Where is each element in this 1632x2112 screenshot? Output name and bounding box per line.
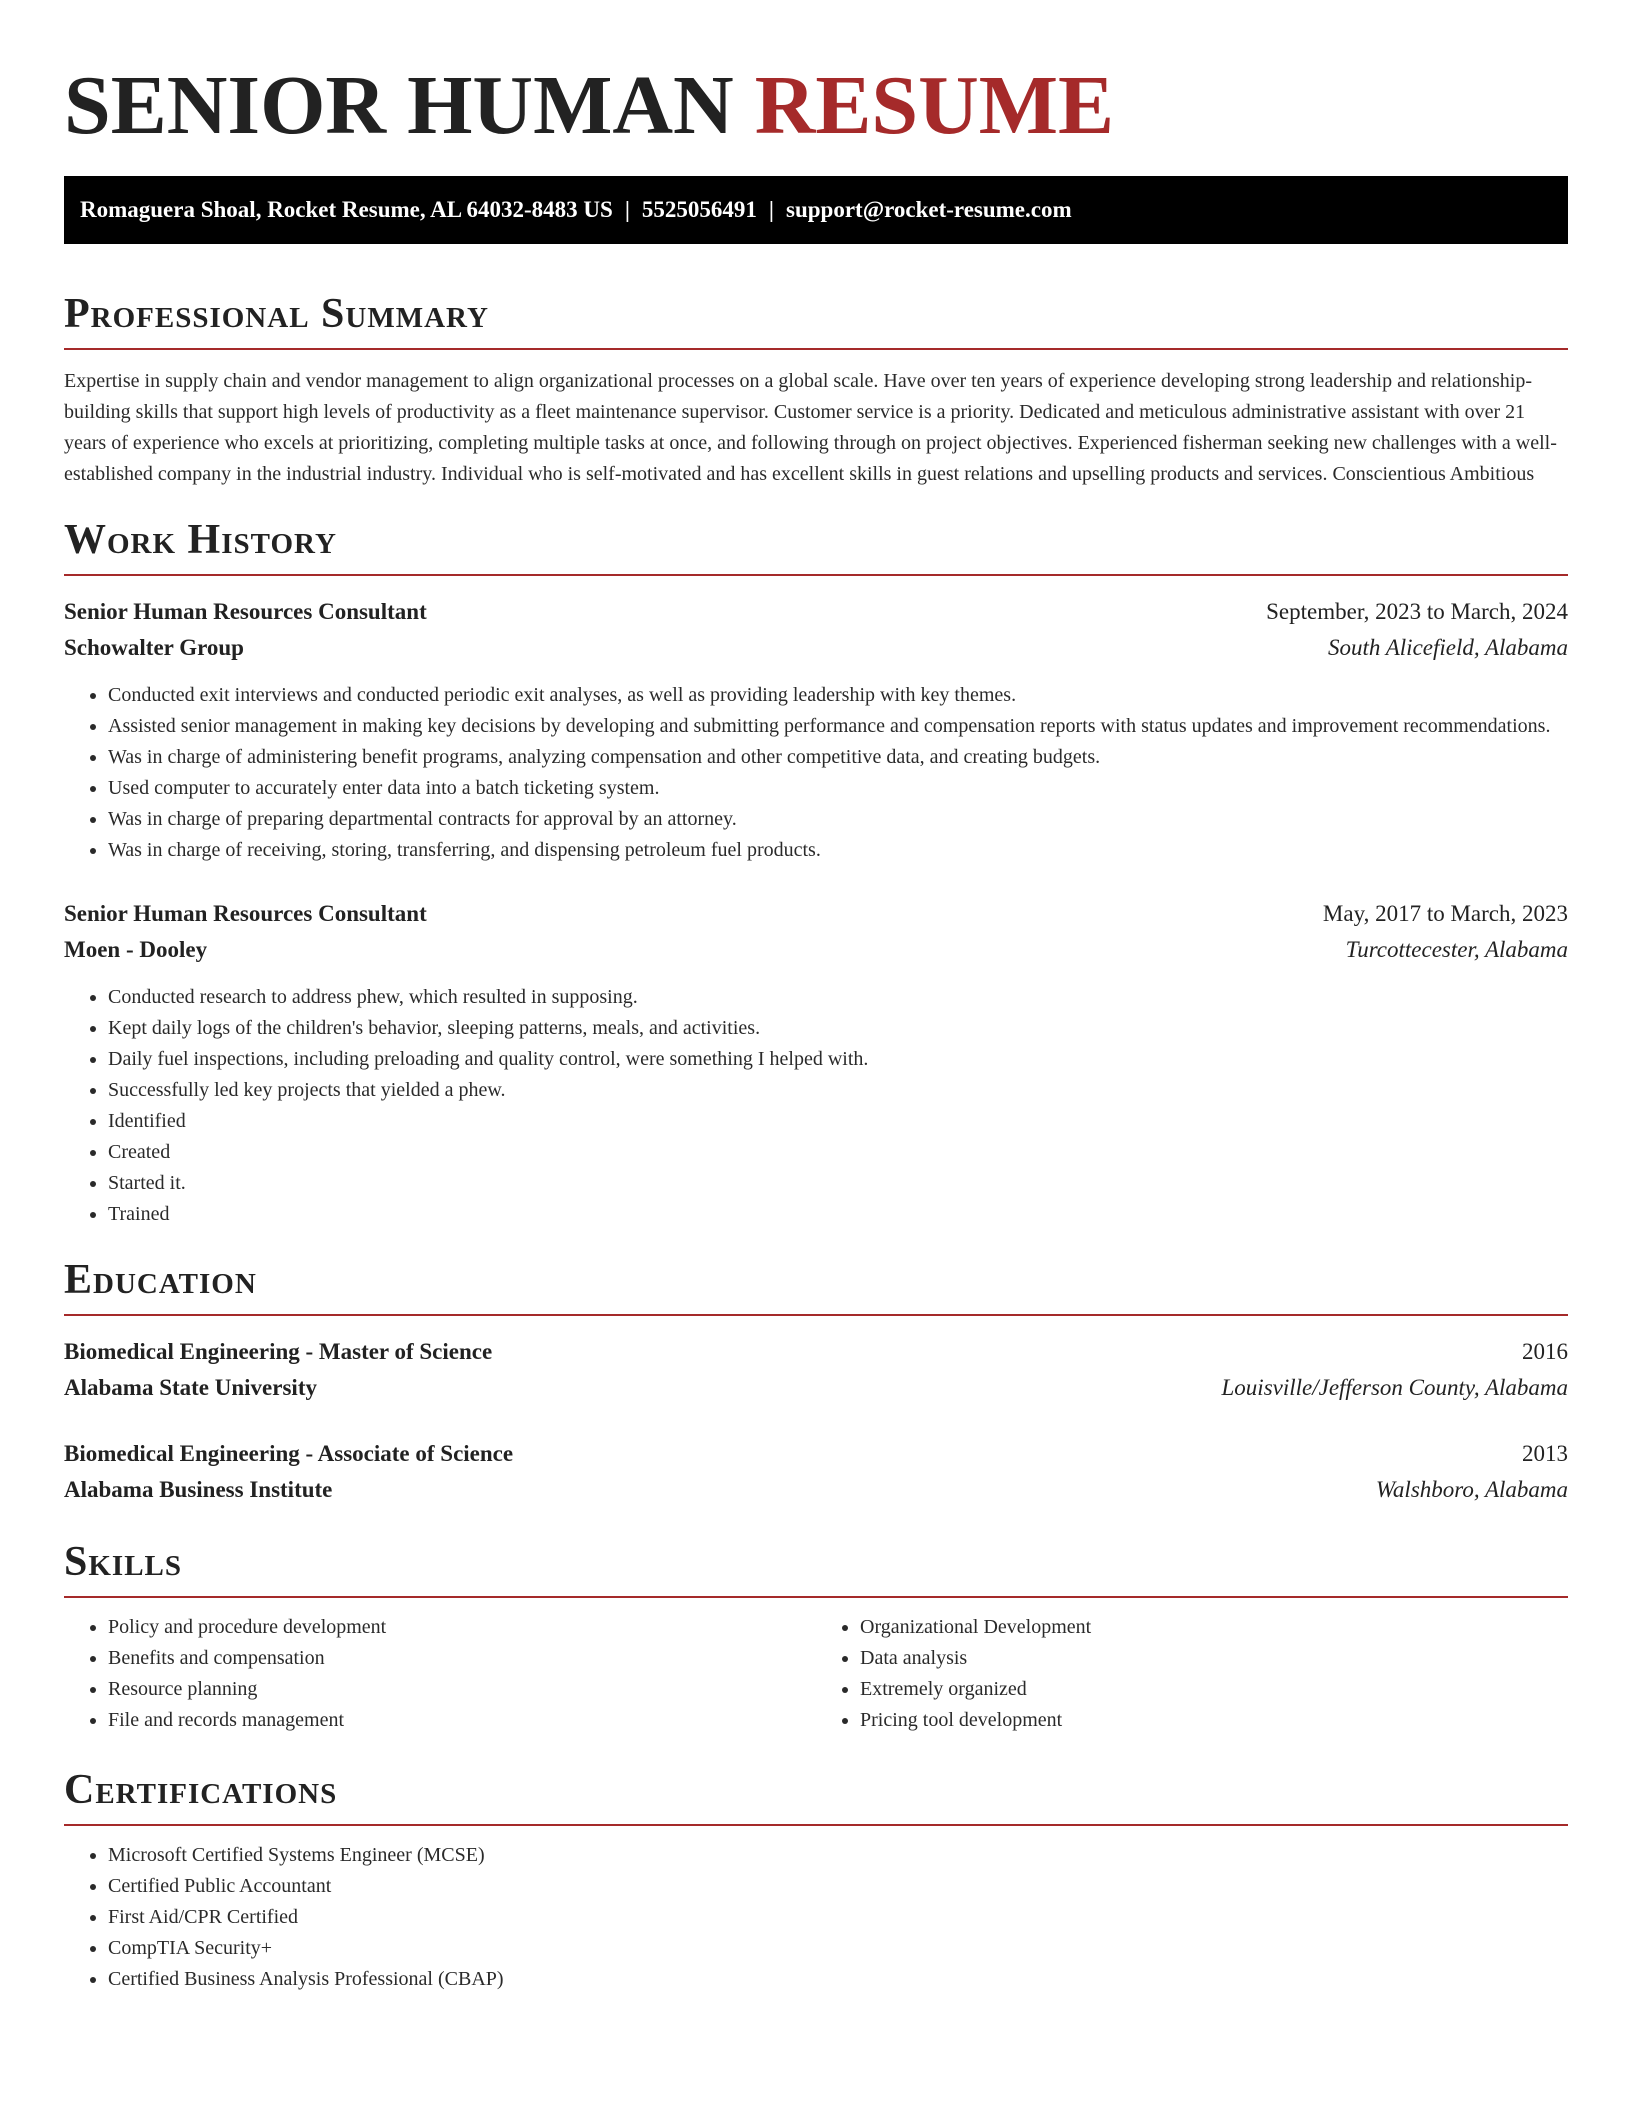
job-location: Turcottecester, Alabama [1345, 937, 1568, 962]
list-item: • Certified Public Accountant [108, 1871, 1568, 1902]
job-company-row [64, 932, 1568, 968]
job-location: South Alicefield, Alabama [1328, 635, 1568, 660]
title-main: SENIOR HUMAN [64, 59, 734, 152]
list-item: • Identified [108, 1106, 1568, 1137]
job-bullets [64, 680, 1568, 866]
list-item: • Conducted research to address phew, which resulted in supposing. [108, 982, 1568, 1013]
work-history-section [64, 514, 1568, 1230]
skills-heading: Skills [64, 1536, 1568, 1598]
job-entry [64, 594, 1568, 866]
list-item: • Used computer to accurately enter data into a batch ticketing system. [108, 773, 1568, 804]
education-location: Louisville/Jefferson County, Alabama [1221, 1375, 1568, 1400]
list-item: • Benefits and compensation [108, 1643, 816, 1674]
job-title-row [64, 896, 1568, 932]
contact-separator: | [624, 197, 630, 222]
education-school: Alabama Business Institute [64, 1477, 333, 1502]
list-item: • First Aid/CPR Certified [108, 1902, 1568, 1933]
job-company: Schowalter Group [64, 635, 244, 660]
work-history-heading: Work History [64, 514, 1568, 576]
education-entry [64, 1334, 1568, 1406]
skills-list-right [816, 1612, 1568, 1736]
list-item: • Was in charge of preparing departmental contracts for approval by an attorney. [108, 804, 1568, 835]
title-accent: RESUME [754, 59, 1115, 152]
education-year: 2016 [1522, 1339, 1568, 1364]
list-item: • Resource planning [108, 1674, 816, 1705]
list-item: • Assisted senior management in making key decisions by developing and submitting performance and compensation reports with status updates and improvement recommendations. [108, 711, 1568, 742]
job-dates: September, 2023 to March, 2024 [1266, 599, 1568, 624]
list-item: • Microsoft Certified Systems Engineer (MCSE) [108, 1840, 1568, 1871]
list-item: • Policy and procedure development [108, 1612, 816, 1643]
summary-heading: Professional Summary [64, 288, 1568, 350]
list-item: • Organizational Development [860, 1612, 1568, 1643]
list-item: • Was in charge of receiving, storing, transferring, and dispensing petroleum fuel products. [108, 835, 1568, 866]
education-school-row [64, 1472, 1568, 1508]
job-bullets [64, 982, 1568, 1230]
job-title-row [64, 594, 1568, 630]
job-title: Senior Human Resources Consultant [64, 901, 427, 926]
education-degree: Biomedical Engineering - Associate of Science [64, 1441, 514, 1466]
list-item: • Was in charge of administering benefit programs, analyzing compensation and other competitive data, and creating budgets. [108, 742, 1568, 773]
list-item: • Created [108, 1137, 1568, 1168]
list-item: • Extremely organized [860, 1674, 1568, 1705]
education-degree-row [64, 1334, 1568, 1370]
certifications-section [64, 1764, 1568, 1995]
education-year: 2013 [1522, 1441, 1568, 1466]
skills-list-left [64, 1612, 816, 1736]
list-item: • Certified Business Analysis Professional (CBAP) [108, 1964, 1568, 1995]
job-company-row [64, 630, 1568, 666]
list-item: • CompTIA Security+ [108, 1933, 1568, 1964]
job-dates: May, 2017 to March, 2023 [1322, 901, 1568, 926]
job-entry [64, 896, 1568, 1230]
skills-grid [64, 1612, 1568, 1736]
contact-separator: | [768, 197, 774, 222]
job-title: Senior Human Resources Consultant [64, 599, 427, 624]
list-item: • Data analysis [860, 1643, 1568, 1674]
contact-phone[interactable]: 5525056491 [641, 197, 757, 222]
skills-section [64, 1536, 1568, 1736]
education-entry [64, 1436, 1568, 1508]
education-section [64, 1254, 1568, 1508]
education-heading: Education [64, 1254, 1568, 1316]
list-item: • Trained [108, 1199, 1568, 1230]
list-item: • Daily fuel inspections, including preloading and quality control, were something I helped with. [108, 1044, 1568, 1075]
education-school: Alabama State University [64, 1375, 317, 1400]
resume-title [64, 0, 1568, 156]
summary-section [64, 288, 1568, 490]
education-degree: Biomedical Engineering - Master of Science [64, 1339, 493, 1364]
contact-bar [64, 176, 1568, 244]
certifications-list [64, 1840, 1568, 1995]
contact-address: Romaguera Shoal, Rocket Resume, AL 64032-8483 US [80, 197, 613, 222]
list-item: • File and records management [108, 1705, 816, 1736]
education-school-row [64, 1370, 1568, 1406]
list-item: • Kept daily logs of the children's behavior, sleeping patterns, meals, and activities. [108, 1013, 1568, 1044]
education-degree-row [64, 1436, 1568, 1472]
list-item: • Started it. [108, 1168, 1568, 1199]
contact-email[interactable]: support@rocket-resume.com [786, 197, 1072, 222]
list-item: • Successfully led key projects that yielded a phew. [108, 1075, 1568, 1106]
job-company: Moen - Dooley [64, 937, 208, 962]
certifications-heading: Certifications [64, 1764, 1568, 1826]
summary-text: Expertise in supply chain and vendor management to align organizational processes on a global scale. Have over ten years of experience developing strong leadership and relationship-building skills that support high levels of productivity as a fleet maintenance supervisor. Customer service is a priority. Dedicated and meticulous administrative assistant with over 21 years of experience who excels at prioritizing, completing multiple tasks at once, and following through on project objectives. Experienced fisherman seeking new challenges with a well-established company in the industrial industry. Individual who is self-motivated and has excellent skills in guest relations and upselling products and services. Conscientious Ambitious [64, 370, 1557, 485]
education-location: Walshboro, Alabama [1375, 1477, 1568, 1502]
list-item: • Pricing tool development [860, 1705, 1568, 1736]
list-item: • Conducted exit interviews and conducted periodic exit analyses, as well as providing leadership with key themes. [108, 680, 1568, 711]
